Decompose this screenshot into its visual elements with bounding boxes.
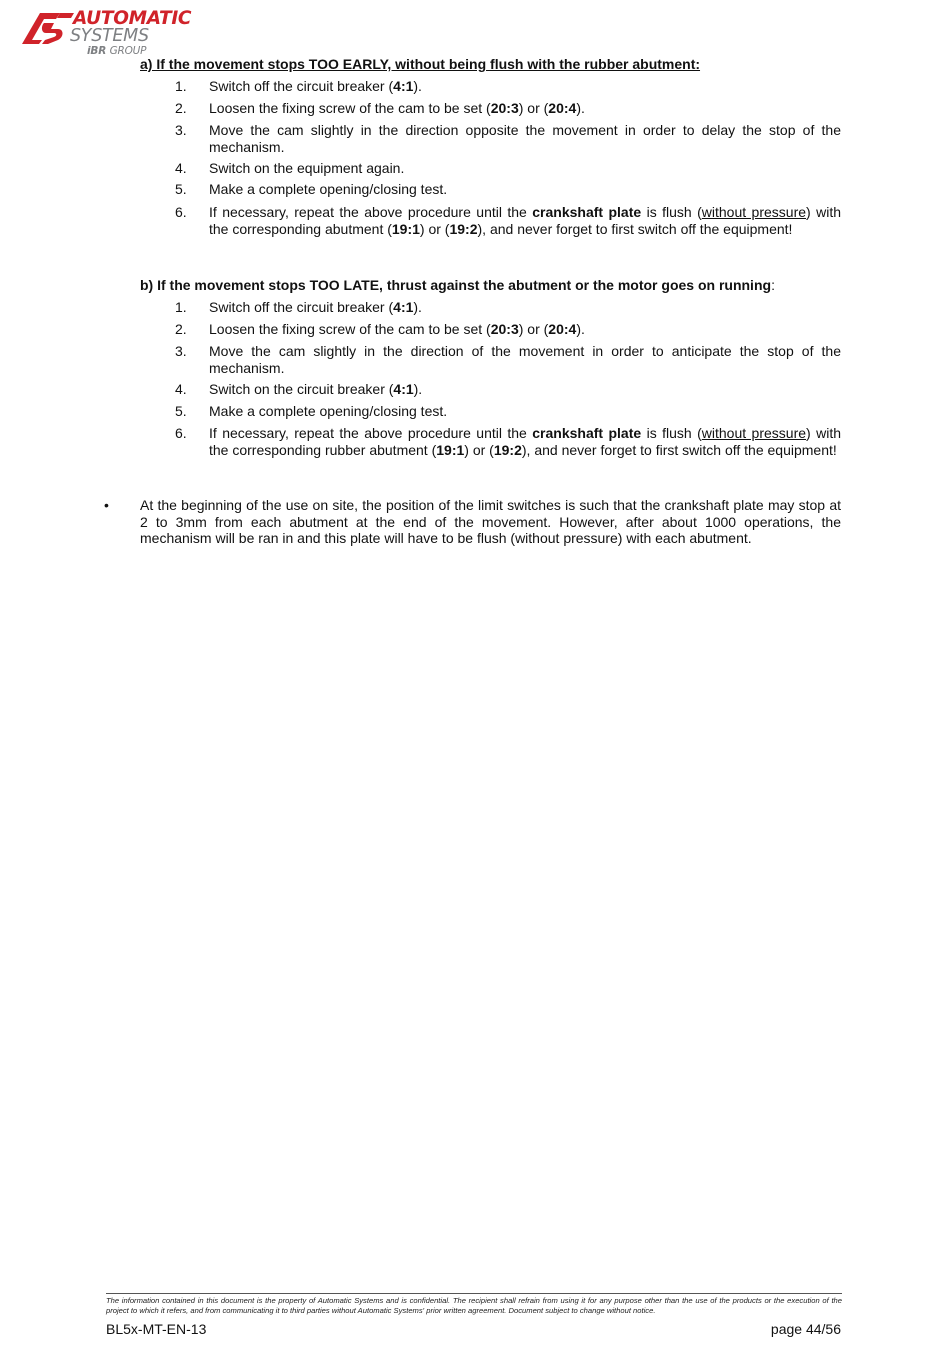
step-number: 5. (175, 403, 187, 419)
step-number: 5. (175, 181, 187, 197)
step-text: If necessary, repeat the above procedure until the crankshaft plate is flush (without pressure) with the corresponding abutment (19:1) or (19:2), and never forget to first switch off the equipment! (209, 204, 842, 237)
step-text: Move the cam slightly in the direction opposite the movement in order to delay the stop of the mechanism. (209, 122, 841, 155)
step-number: 6. (175, 204, 187, 220)
bullet-icon: • (104, 497, 109, 513)
step-number: 1. (175, 299, 187, 315)
step-number: 2. (175, 321, 187, 337)
step-text: Make a complete opening/closing test. (209, 403, 448, 419)
step-text: Switch on the circuit breaker (4:1). (209, 381, 423, 397)
footer-divider (106, 1293, 842, 1294)
confidentiality-notice: The information contained in this document is the property of Automatic Systems and is confidential. The recipient shall refrain from using it for any purpose other than the use of the products or the execution of the project to which it refers, and from communicating it to third parties without Automatic Systems' prior written agreement. Document subject to change without notice. (106, 1296, 842, 1315)
document-reference: BL5x-MT-EN-13 (106, 1321, 207, 1337)
step-text: Make a complete opening/closing test. (209, 181, 448, 197)
step-number: 4. (175, 381, 187, 397)
step-text: Loosen the fixing screw of the cam to be set (20:3) or (20:4). (209, 100, 585, 116)
step-text: If necessary, repeat the above procedure until the crankshaft plate is flush (without pressure) with the corresponding rubber abutment (19:1) or (19:2), and never forget to first switch off the equipment! (209, 425, 842, 458)
section-b-heading: b) If the movement stops TOO LATE, thrust against the abutment or the motor goes on running: (140, 277, 775, 293)
step-number: 3. (175, 122, 187, 138)
step-text: Loosen the fixing screw of the cam to be set (20:3) or (20:4). (209, 321, 585, 337)
step-number: 4. (175, 160, 187, 176)
step-text: Move the cam slightly in the direction of the movement in order to anticipate the stop of the mechanism. (209, 343, 841, 376)
step-number: 1. (175, 78, 187, 94)
step-number: 6. (175, 425, 187, 441)
company-logo (20, 8, 200, 60)
page-number: page 44/56 (770, 1321, 841, 1337)
logo-systems-text: SYSTEMS (70, 26, 149, 46)
step-number: 3. (175, 343, 187, 359)
logo-group-brand: iBR (87, 45, 107, 57)
step-text: Switch off the circuit breaker (4:1). (209, 299, 422, 315)
bullet-text: At the beginning of the use on site, the position of the limit switches is such that the crankshaft plate may stop at 2 to 3mm from each abutment at the end of the movement. However, after about 1000 operations, the mechanism will be ran in and this plate will have to be flush (without pressure) with each abutment. (140, 497, 841, 546)
section-a-heading: a) If the movement stops TOO EARLY, without being flush with the rubber abutment: (140, 56, 701, 72)
step-text: Switch off the circuit breaker (4:1). (209, 78, 422, 94)
logo-automatic-text: AUTOMATIC (73, 8, 192, 29)
step-number: 2. (175, 100, 187, 116)
logo-group-word: GROUP (109, 45, 147, 57)
step-text: Switch on the equipment again. (209, 160, 405, 176)
logo-group-text (87, 45, 146, 57)
